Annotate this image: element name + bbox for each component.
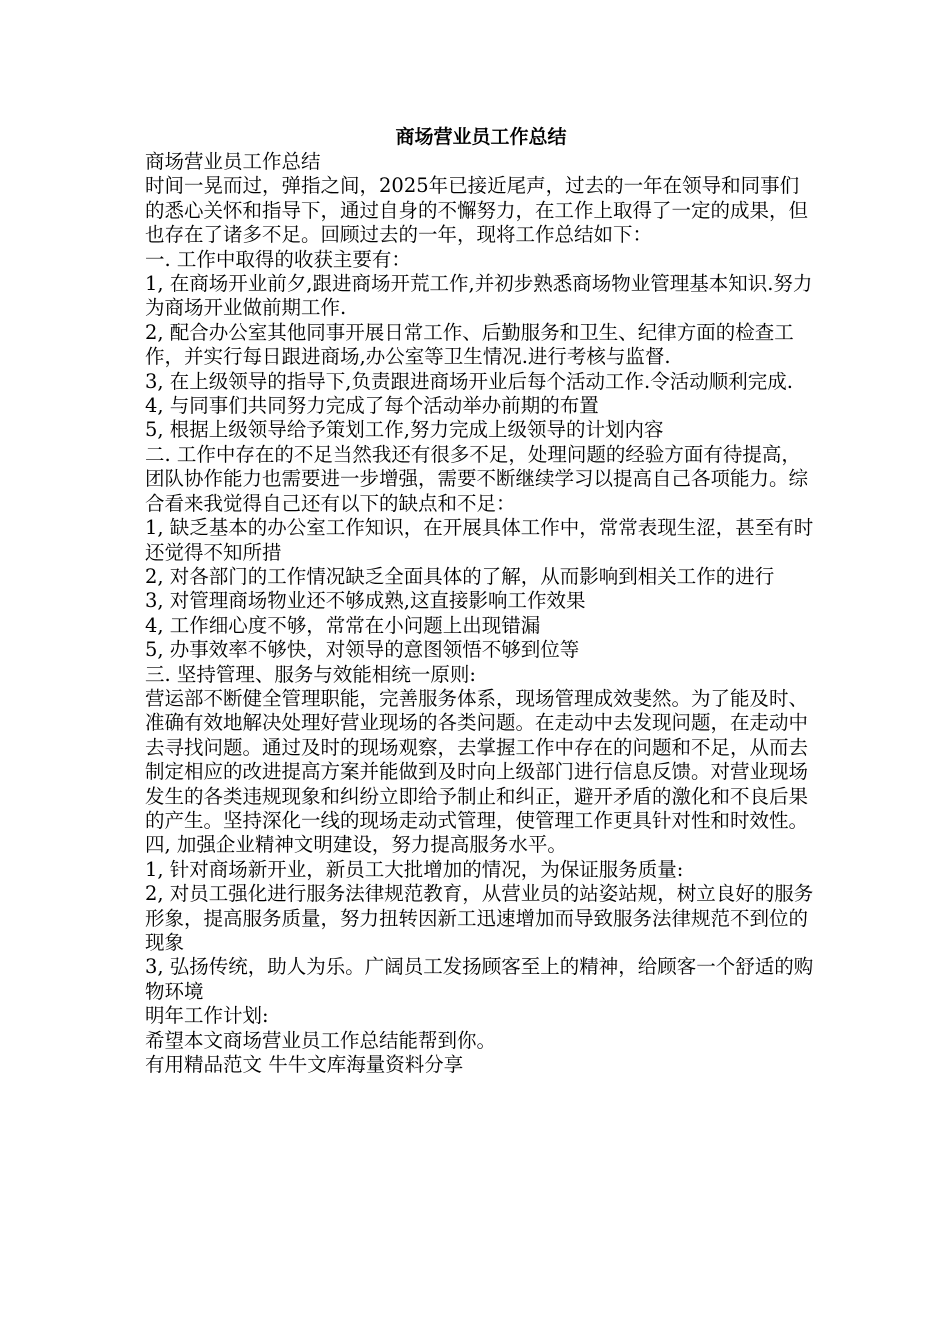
list-item: 3, 弘扬传统，助人为乐。广阔员工发扬顾客至上的精神，给顾客一个舒适的购物环境 <box>145 955 814 1003</box>
list-item: 1, 缺乏基本的办公室工作知识，在开展具体工作中，常常表现生涩，甚至有时还觉得不知所措 <box>145 516 814 564</box>
document-title: 商场营业员工作总结 <box>395 126 567 148</box>
section-heading-shortcomings: 二. 工作中存在的不足当然我还有很多不足，处理问题的经验方面有待提高，团队协作能力也需要进一步增强，需要不断继续学习以提高自己各项能力。综合看来我觉得自己还有以下的缺点和不足： <box>145 442 809 515</box>
list-item: 2, 配合办公室其他同事开展日常工作、后勤服务和卫生、纪律方面的检查工作，并实行每日跟进商场,办公室等卫生情况.进行考核与监督. <box>145 320 794 369</box>
list-item: 2, 对各部门的工作情况缺乏全面具体的了解，从而影响到相关工作的进行 <box>145 564 775 588</box>
list-item: 2, 对员工强化进行服务法律规范教育，从营业员的站姿站规，树立良好的服务形象，提高服务质量，努力扭转因新工迅速增加而导致服务法律规范不到位的现象 <box>145 882 814 954</box>
section-heading-next-year: 明年工作计划: <box>145 1004 269 1028</box>
footer-note: 有用精品范文 牛牛文库海量资料分享 <box>145 1053 464 1077</box>
list-item: 3, 对管理商场物业还不够成熟,这直接影响工作效果 <box>145 589 586 613</box>
closing-line: 希望本文商场营业员工作总结能帮到你。 <box>145 1028 497 1052</box>
list-item: 3, 在上级领导的指导下,负责跟进商场开业后每个活动工作.令活动顺利完成. <box>145 369 793 393</box>
section-heading-culture: 四, 加强企业精神文明建设，努力提高服务水平。 <box>145 833 567 857</box>
document-page <box>145 124 817 1077</box>
paragraph-operations: 营运部不断健全管理职能，完善服务体系，现场管理成效斐然。为了能及时、准确有效地解决处理好营业现场的各类问题。在走动中去发现问题，在走动中去寻找问题。通过及时的现场观察，去掌握工作中存在的问题和不足，从而去制定相应的改进提高方案并能做到及时向上级部门进行信息反馈。对营业现场发生的各类违规现象和纠纷立即给予制止和纠正，避开矛盾的激化和不良后果的产生。坚持深化一线的现场走动式管理，使管理工作更具针对性和时效性。 <box>145 686 809 832</box>
list-item: 5, 根据上级领导给予策划工作,努力完成上级领导的计划内容 <box>145 418 664 442</box>
paragraph-intro: 时间一晃而过，弹指之间，2025年已接近尾声，过去的一年在领导和同事们的悉心关怀和指导下，通过自身的不懈努力，在工作上取得了一定的成果，但也存在了诸多不足。回顾过去的一年，现将工作总结如下： <box>145 174 809 247</box>
list-item: 1, 针对商场新开业，新员工大批增加的情况，为保证服务质量: <box>145 857 684 881</box>
document-body <box>145 150 817 1077</box>
list-item: 4, 与同事们共同努力完成了每个活动举办前期的布置 <box>145 394 599 418</box>
paragraph-subtitle: 商场营业员工作总结 <box>145 150 321 173</box>
list-item: 1, 在商场开业前夕,跟进商场开荒工作,并初步熟悉商场物业管理基本知识.努力为商场开业做前期工作. <box>145 272 813 320</box>
section-heading-principles: 三. 坚持管理、服务与效能相统一原则: <box>145 662 476 686</box>
section-heading-achievements: 一. 工作中取得的收获主要有： <box>145 247 411 271</box>
list-item: 4, 工作细心度不够，常常在小问题上出现错漏 <box>145 613 541 637</box>
list-item: 5, 办事效率不够快，对领导的意图领悟不够到位等 <box>145 638 580 662</box>
